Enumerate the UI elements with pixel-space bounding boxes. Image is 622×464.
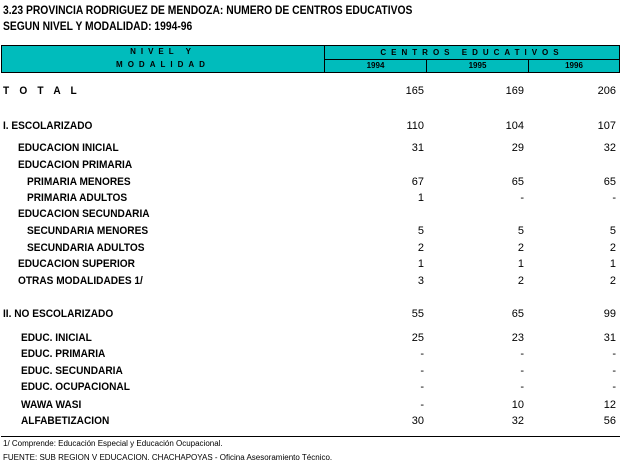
cell-1995: 29 [511, 142, 524, 154]
footnote: 1/ Comprende: Educación Especial y Educación Ocupacional. [3, 439, 223, 448]
cell-1994: 5 [417, 225, 424, 237]
cell-1996: 5 [609, 225, 616, 237]
cell-1996: 107 [597, 120, 616, 132]
cell-1996: 1 [609, 258, 616, 270]
cell-1996: - [612, 348, 616, 360]
header-nivel-modalidad [2, 46, 325, 72]
cell-1995: 5 [517, 225, 524, 237]
table-row [0, 364, 622, 379]
table-row [0, 257, 622, 272]
row-label: EDUCACION PRIMARIA [18, 159, 133, 171]
table-row [0, 119, 622, 134]
table-row [0, 158, 622, 173]
table-row [0, 331, 622, 346]
cell-1995: 1 [517, 258, 524, 270]
table-row [0, 224, 622, 239]
cell-1996: 32 [603, 142, 616, 154]
cell-1994: 3 [417, 275, 424, 287]
table-title: 3.23 PROVINCIA RODRIGUEZ DE MENDOZA: NUMERO DE CENTROS EDUCATIVOS [3, 3, 413, 17]
table-row [0, 307, 622, 322]
header-modalidad-label: MODALIDAD [116, 60, 210, 69]
cell-1996: 12 [603, 399, 616, 411]
table-row [0, 241, 622, 256]
row-label: SECUNDARIA MENORES [27, 225, 149, 237]
table-row [0, 274, 622, 289]
cell-1995: 2 [517, 275, 524, 287]
cell-1994: 165 [405, 85, 424, 97]
cell-1995: - [520, 348, 524, 360]
cell-1995: 23 [511, 332, 524, 344]
row-label: II. NO ESCOLARIZADO [3, 308, 114, 320]
cell-1996: - [612, 365, 616, 377]
cell-1996: 2 [609, 242, 616, 254]
cell-1995: 65 [511, 308, 524, 320]
row-label: WAWA WASI [21, 399, 82, 411]
cell-1996: 56 [603, 415, 616, 427]
row-label: I. ESCOLARIZADO [3, 120, 93, 132]
row-label: SECUNDARIA ADULTOS [27, 242, 145, 254]
table-row [0, 191, 622, 206]
cell-1994: 67 [411, 176, 424, 188]
cell-1995: - [520, 381, 524, 393]
cell-1994: 2 [417, 242, 424, 254]
row-label: EDUCACION SECUNDARIA [18, 208, 150, 220]
cell-1995: 104 [505, 120, 524, 132]
row-label: EDUCACION INICIAL [18, 142, 119, 154]
cell-1994: - [420, 381, 424, 393]
cell-1994: 1 [417, 258, 424, 270]
row-label: PRIMARIA MENORES [27, 176, 131, 188]
header-nivel-label: NIVEL Y [130, 47, 196, 56]
header-year-1996: 1996 [565, 61, 583, 70]
cell-1994: 110 [406, 120, 424, 132]
cell-1994: 25 [411, 332, 424, 344]
table-row [0, 207, 622, 222]
cell-1996: - [612, 381, 616, 393]
source-note: FUENTE: SUB REGION V EDUCACION. CHACHAPOYAS - Oficina Asesoramiento Técnico. [3, 453, 333, 462]
cell-1996: - [612, 192, 616, 204]
table-row [0, 347, 622, 362]
footer-divider [1, 436, 620, 437]
row-label: T O T A L [3, 85, 81, 97]
row-label: EDUC. SECUNDARIA [21, 365, 123, 377]
row-label: ALFABETIZACION [21, 415, 110, 427]
cell-1994: 55 [411, 308, 424, 320]
cell-1994: - [420, 399, 424, 411]
header-year-1994: 1994 [325, 60, 427, 72]
table-header [1, 45, 620, 73]
header-centros-label: CENTROS EDUCATIVOS [325, 46, 619, 60]
cell-1996: 2 [609, 275, 616, 287]
cell-1994: - [420, 348, 424, 360]
row-label: EDUC. INICIAL [21, 332, 92, 344]
cell-1994: 1 [417, 192, 424, 204]
row-label: PRIMARIA ADULTOS [27, 192, 128, 204]
table-subtitle: SEGUN NIVEL Y MODALIDAD: 1994-96 [3, 19, 193, 33]
cell-1995: 10 [511, 399, 524, 411]
table-row [0, 141, 622, 156]
cell-1995: 32 [511, 415, 524, 427]
cell-1995: - [520, 365, 524, 377]
cell-1994: - [420, 365, 424, 377]
cell-1994: 31 [411, 142, 424, 154]
header-year-1995: 1995 [427, 60, 529, 72]
table-row [0, 398, 622, 413]
cell-1995: - [520, 192, 524, 204]
row-label: EDUCACION SUPERIOR [18, 258, 135, 270]
cell-1996: 206 [597, 85, 616, 97]
cell-1996: 31 [603, 332, 616, 344]
table-row [0, 380, 622, 395]
cell-1994: 30 [411, 415, 424, 427]
table-row-total [0, 84, 622, 99]
cell-1995: 65 [511, 176, 524, 188]
table-row [0, 414, 622, 429]
row-label: EDUC. OCUPACIONAL [21, 381, 130, 393]
row-label: EDUC. PRIMARIA [21, 348, 106, 360]
cell-1996: 65 [603, 176, 616, 188]
row-label: OTRAS MODALIDADES 1/ [18, 275, 143, 287]
cell-1995: 2 [517, 242, 524, 254]
table-row [0, 175, 622, 190]
cell-1995: 169 [505, 85, 524, 97]
cell-1996: 99 [603, 308, 616, 320]
